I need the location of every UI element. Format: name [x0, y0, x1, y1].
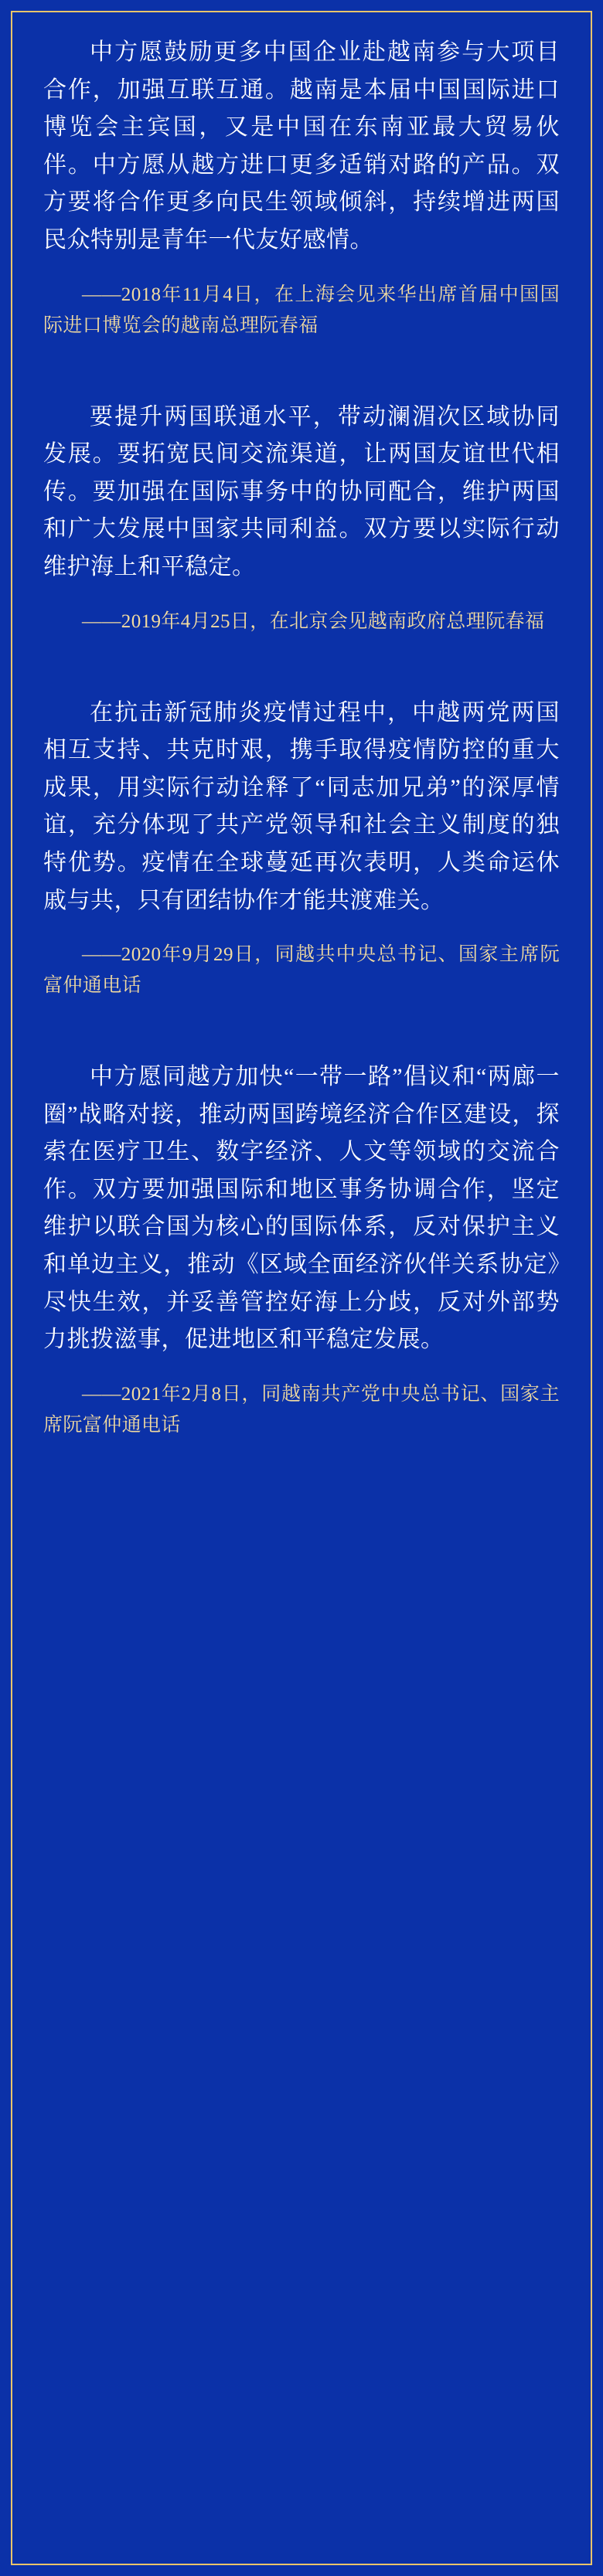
quote-source: ——2020年9月29日，同越共中央总书记、国家主席阮富仲通电话 [43, 944, 560, 997]
quote-text: 要提升两国联通水平，带动澜湄次区域协同发展。要拓宽民间交流渠道，让两国友谊世代相传。要加强在国际事务中的协同配合，维护两国和广大发展中国家共同利益。双方要以实际行动维护海上和平稳定。 [43, 403, 560, 579]
quote-text: 中方愿鼓励更多中国企业赴越南参与大项目合作，加强互联互通。越南是本届中国国际进口博览会主宾国，又是中国在东南亚最大贸易伙伴。中方愿从越方进口更多适销对路的产品。双方要将合作更多向民生领域倾斜，持续增进两国民众特别是青年一代友好感情。 [43, 39, 560, 253]
quote-source: ——2018年11月4日，在上海会见来华出席首届中国国际进口博览会的越南总理阮春福 [43, 284, 560, 336]
quote-source: ——2019年4月25日，在北京会见越南政府总理阮春福 [82, 610, 545, 632]
quote-text: 在抗击新冠肺炎疫情过程中，中越两党两国相互支持、共克时艰，携手取得疫情防控的重大成果，用实际行动诠释了“同志加兄弟”的深厚情谊，充分体现了共产党领导和社会主义制度的独特优势。疫情在全球蔓延再次表明，人类命运休戚与共，只有团结协作才能共渡难关。 [43, 699, 560, 913]
quote-block [43, 34, 560, 342]
quote-block [43, 695, 560, 1002]
quote-source: ——2021年2月8日，同越南共产党中央总书记、国家主席阮富仲通电话 [43, 1383, 560, 1436]
quote-block [43, 399, 560, 637]
quote-block [43, 1059, 560, 1441]
quote-text: 中方愿同越方加快“一带一路”倡议和“两廊一圈”战略对接，推动两国跨境经济合作区建设，探索在医疗卫生、数字经济、人文等领域的交流合作。双方要加强国际和地区事务协调合作，坚定维护以联合国为核心的国际体系，反对保护主义和单边主义，推动《区域全面经济伙伴关系协定》尽快生效，并妥善管控好海上分歧，反对外部势力挑拨滋事，促进地区和平稳定发展。 [43, 1064, 560, 1353]
